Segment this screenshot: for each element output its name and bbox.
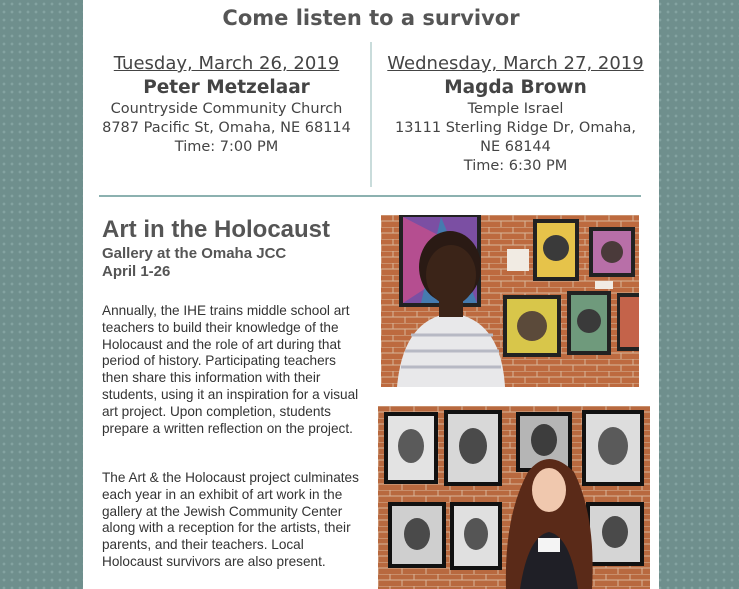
event-address-line2: NE 68144 — [480, 139, 551, 155]
art-section-title: Art in the Holocaust — [102, 216, 331, 243]
event-date: Tuesday, March 26, 2019 — [113, 53, 340, 74]
art-paragraph-1: Annually, the IHE trains middle school art teachers to build their knowledge of the Holocaust and the role of art during that period of history. Participating teachers then share this information with their students, using it an inspiration for a visual art project. Upon completion, students prepare a written reflection on the project. — [102, 303, 359, 436]
student-artwork-photo-1 — [381, 215, 639, 387]
newsletter-panel — [83, 0, 659, 589]
event-address: 8787 Pacific St, Omaha, NE 68114 — [102, 120, 351, 136]
event-time: Time: 6:30 PM — [463, 158, 568, 174]
event-date: Wednesday, March 27, 2019 — [387, 53, 644, 74]
event-magda-brown — [372, 52, 659, 176]
speaker-name: Magda Brown — [444, 77, 587, 98]
event-venue: Temple Israel — [467, 101, 564, 117]
gallery-dates: April 1-26 — [102, 263, 171, 280]
student-artwork-photo-2 — [378, 406, 650, 589]
gallery-location: Gallery at the Omaha JCC — [102, 245, 287, 262]
speaker-name: Peter Metzelaar — [143, 77, 310, 98]
art-paragraph-2: The Art & the Holocaust project culminates each year in an exhibit of art work in the gallery at the Jewish Community Center along with a reception for the artists, their parents, and their teachers. Local Holocaust survivors are also present. — [102, 470, 359, 569]
event-address-line1: 13111 Sterling Ridge Dr, Omaha, — [394, 120, 637, 136]
event-time: Time: 7:00 PM — [174, 139, 279, 155]
event-peter-metzelaar — [83, 52, 370, 157]
section-headline: Come listen to a survivor — [222, 6, 520, 30]
section-divider — [99, 195, 641, 197]
art-section-subtitle — [102, 245, 286, 281]
event-venue: Countryside Community Church — [110, 101, 343, 117]
